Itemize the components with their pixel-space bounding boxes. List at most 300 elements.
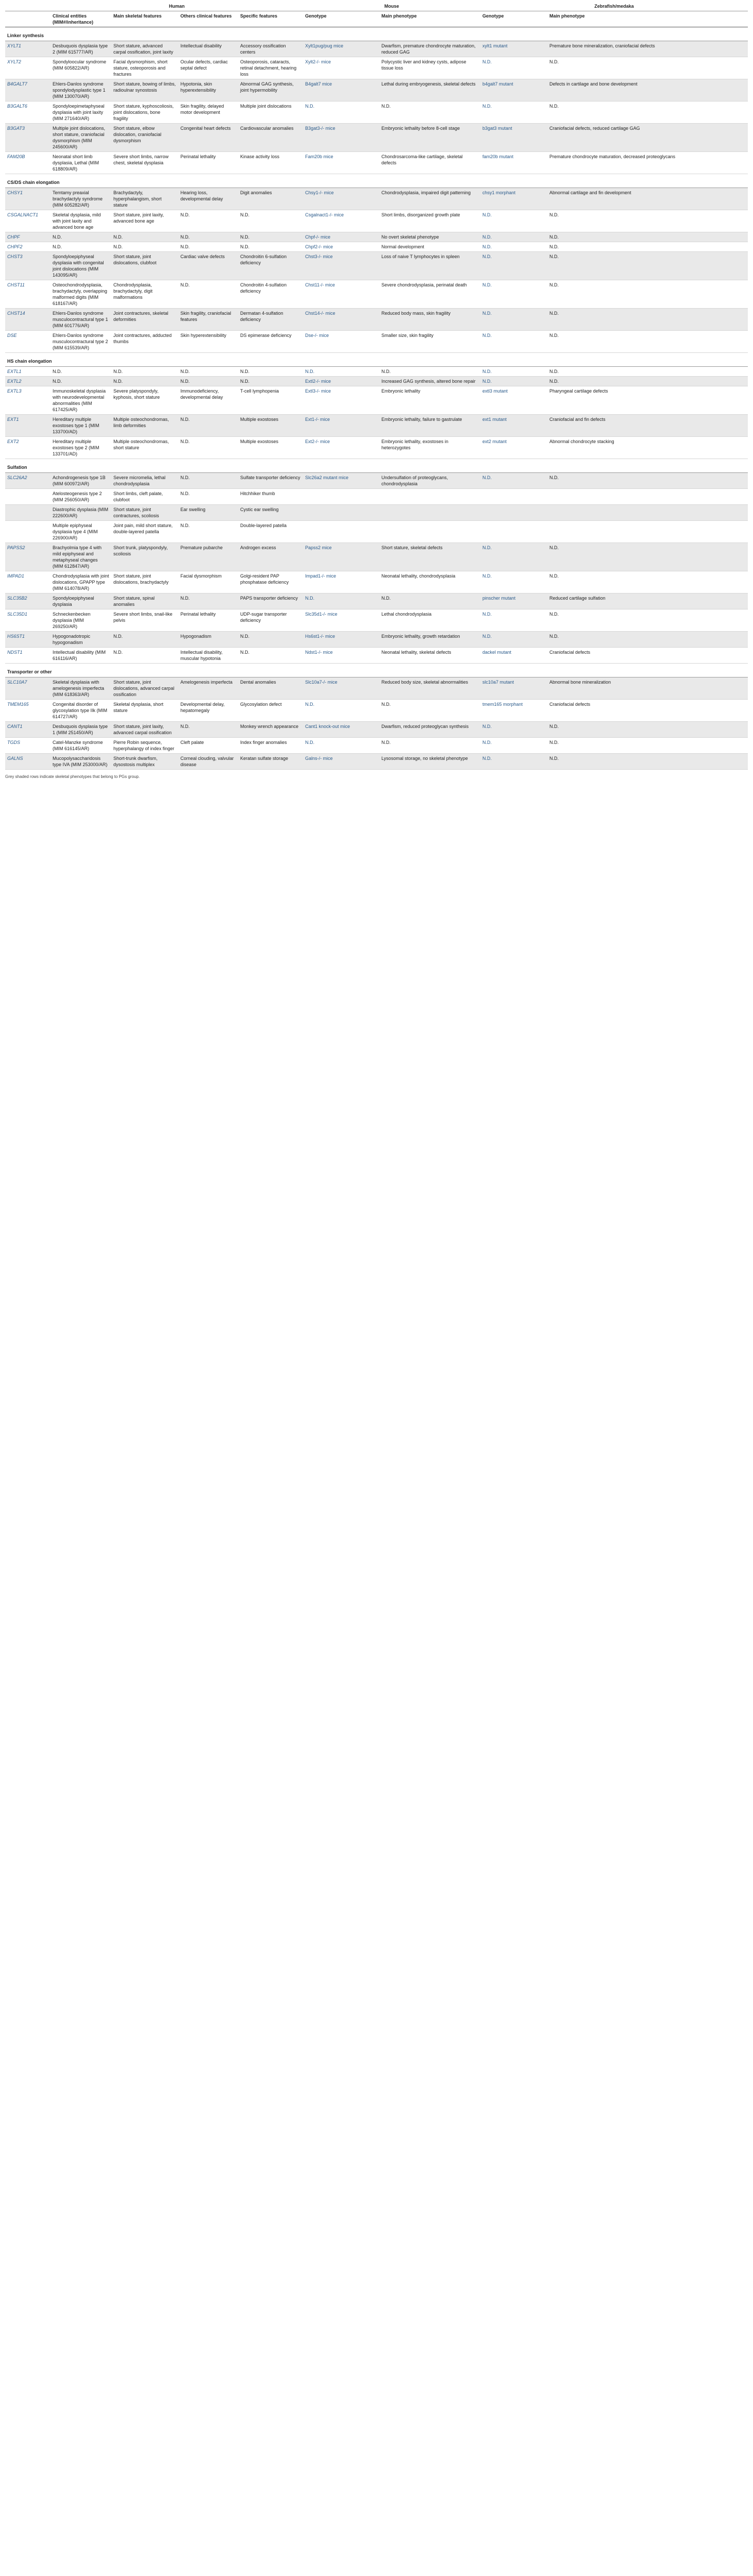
cell-gene: CHPF2 bbox=[5, 242, 51, 252]
cell-clinical-entity: Schneckenbecken dysplasia (MIM 269250/AR) bbox=[51, 609, 111, 632]
cell-zebrafish-phenotype: N.D. bbox=[547, 754, 748, 770]
cell-other-features: N.D. bbox=[178, 437, 238, 459]
cell-mouse-genotype: Impad1-/- mice bbox=[303, 571, 379, 594]
cell-zebrafish-genotype: chsy1 morphant bbox=[480, 188, 547, 210]
cell-clinical-entity: Temtamy preaxial brachydactyly syndrome (MIM 605282/AR) bbox=[51, 188, 111, 210]
cell-skeletal-features: Short-trunk dwarfism, dysostosis multiplex bbox=[111, 754, 178, 770]
header-specific: Specific features bbox=[238, 11, 303, 27]
cell-clinical-entity: Ehlers-Danlos syndrome musculocontractural type 2 (MIM 615539/AR) bbox=[51, 331, 111, 353]
cell-specific-features: Digit anomalies bbox=[238, 188, 303, 210]
cell-zebrafish-genotype: N.D. bbox=[480, 280, 547, 309]
section-row bbox=[5, 664, 748, 677]
cell-gene: EXTL2 bbox=[5, 377, 51, 386]
cell-other-features: N.D. bbox=[178, 521, 238, 543]
cell-other-features: Premature pubarche bbox=[178, 543, 238, 571]
cell-specific-features: N.D. bbox=[238, 210, 303, 232]
table-row bbox=[5, 152, 748, 174]
cell-mouse-genotype: Dse-/- mice bbox=[303, 331, 379, 353]
cell-clinical-entity: Immunoskeletal dysplasia with neurodevelopmental abnormalities (MIM 617425/AR) bbox=[51, 386, 111, 415]
header-gene bbox=[5, 11, 51, 27]
cell-skeletal-features: Severe short limbs, narrow chest, skeletal dysplasia bbox=[111, 152, 178, 174]
cell-other-features: Developmental delay, hepatomegaly bbox=[178, 700, 238, 722]
cell-skeletal-features: Multiple osteochondromas, short stature bbox=[111, 437, 178, 459]
cell-other-features: Skin fragility, delayed motor development bbox=[178, 101, 238, 124]
cell-gene: EXTL3 bbox=[5, 386, 51, 415]
cell-gene bbox=[5, 489, 51, 505]
cell-skeletal-features: Short stature, joint dislocations, brachydactyly bbox=[111, 571, 178, 594]
cell-zebrafish-genotype: N.D. bbox=[480, 722, 547, 738]
section-row bbox=[5, 174, 748, 188]
cell-skeletal-features: N.D. bbox=[111, 242, 178, 252]
cell-zebrafish-genotype: N.D. bbox=[480, 367, 547, 377]
cell-mouse-genotype: Galns-/- mice bbox=[303, 754, 379, 770]
cell-zebrafish-phenotype bbox=[547, 521, 748, 543]
cell-specific-features: Cardiovascular anomalies bbox=[238, 124, 303, 152]
cell-specific-features: Multiple joint dislocations bbox=[238, 101, 303, 124]
cell-mouse-genotype: Chst14-/- mice bbox=[303, 309, 379, 331]
cell-clinical-entity: Skeletal dysplasia with amelogenesis imperfecta (MIM 618363/AR) bbox=[51, 677, 111, 700]
cell-specific-features: Multiple exostoses bbox=[238, 437, 303, 459]
cell-skeletal-features: Short stature, joint laxity, advanced carpal ossification bbox=[111, 722, 178, 738]
header-phenotype-zebrafish: Main phenotype bbox=[547, 11, 748, 27]
cell-gene: XYLT2 bbox=[5, 57, 51, 79]
cell-other-features: N.D. bbox=[178, 722, 238, 738]
cell-other-features: Facial dysmorphism bbox=[178, 571, 238, 594]
table-row bbox=[5, 242, 748, 252]
cell-mouse-phenotype: Embryonic lethality before 8-cell stage bbox=[379, 124, 480, 152]
cell-specific-features: Keratan sulfate storage bbox=[238, 754, 303, 770]
cell-mouse-genotype: Chst11-/- mice bbox=[303, 280, 379, 309]
header-group-empty bbox=[5, 0, 51, 11]
cell-specific-features: T-cell lymphopenia bbox=[238, 386, 303, 415]
cell-gene: TMEM165 bbox=[5, 700, 51, 722]
header-group-zebrafish: Zebrafish/medaka bbox=[480, 0, 748, 11]
cell-zebrafish-genotype: N.D. bbox=[480, 632, 547, 648]
cell-skeletal-features: Facial dysmorphism, short stature, osteoporosis and fractures bbox=[111, 57, 178, 79]
genes-table bbox=[5, 0, 748, 770]
cell-zebrafish-phenotype: Craniofacial defects bbox=[547, 700, 748, 722]
table-row bbox=[5, 41, 748, 57]
cell-gene: CHPF bbox=[5, 232, 51, 242]
cell-gene: CANT1 bbox=[5, 722, 51, 738]
cell-gene: XYLT1 bbox=[5, 41, 51, 57]
table-row bbox=[5, 594, 748, 609]
cell-other-features: N.D. bbox=[178, 242, 238, 252]
cell-mouse-phenotype: N.D. bbox=[379, 367, 480, 377]
cell-mouse-genotype: Chpf2-/- mice bbox=[303, 242, 379, 252]
cell-mouse-phenotype: Undersulfation of proteoglycans, chondrodysplasia bbox=[379, 473, 480, 489]
cell-gene: IMPAD1 bbox=[5, 571, 51, 594]
table-footnote: Grey shaded rows indicate skeletal phenotypes that belong to PGs group. bbox=[5, 774, 140, 779]
cell-skeletal-features: Severe micromelia, lethal chondrodysplasia bbox=[111, 473, 178, 489]
cell-clinical-entity: Spondyloepiphyseal dysplasia bbox=[51, 594, 111, 609]
cell-mouse-phenotype: Lysosomal storage, no skeletal phenotype bbox=[379, 754, 480, 770]
cell-mouse-genotype: N.D. bbox=[303, 367, 379, 377]
cell-gene: SLC10A7 bbox=[5, 677, 51, 700]
cell-other-features: N.D. bbox=[178, 280, 238, 309]
table-row bbox=[5, 210, 748, 232]
table-row bbox=[5, 331, 748, 353]
cell-clinical-entity: Osteochondrodysplasia, brachydactyly, overlapping malformed digits (MIM 618167/AR) bbox=[51, 280, 111, 309]
cell-zebrafish-genotype: pinscher mutant bbox=[480, 594, 547, 609]
cell-clinical-entity: Diastrophic dysplasia (MIM 222600/AR) bbox=[51, 505, 111, 521]
cell-skeletal-features: N.D. bbox=[111, 632, 178, 648]
cell-specific-features: Multiple exostoses bbox=[238, 415, 303, 437]
cell-zebrafish-genotype: tmem165 morphant bbox=[480, 700, 547, 722]
cell-gene: B3GALT6 bbox=[5, 101, 51, 124]
cell-mouse-phenotype bbox=[379, 521, 480, 543]
cell-zebrafish-genotype: N.D. bbox=[480, 571, 547, 594]
cell-specific-features: Chondroitin 4-sulfation deficiency bbox=[238, 280, 303, 309]
cell-clinical-entity: Mucopolysaccharidosis type IVA (MIM 253000/AR) bbox=[51, 754, 111, 770]
cell-mouse-genotype: B4galt7 mice bbox=[303, 79, 379, 101]
cell-clinical-entity: Neonatal short limb dysplasia, Lethal (MIM 618809/AR) bbox=[51, 152, 111, 174]
cell-clinical-entity: Desbuquois dysplasia type 1 (MIM 251450/AR) bbox=[51, 722, 111, 738]
cell-clinical-entity: N.D. bbox=[51, 367, 111, 377]
cell-zebrafish-phenotype: N.D. bbox=[547, 543, 748, 571]
section-title: HS chain elongation bbox=[5, 353, 748, 367]
table-row bbox=[5, 386, 748, 415]
cell-clinical-entity: Spondyloocular syndrome (MIM 605822/AR) bbox=[51, 57, 111, 79]
cell-zebrafish-genotype: N.D. bbox=[480, 242, 547, 252]
cell-specific-features: DS epimerase deficiency bbox=[238, 331, 303, 353]
table-row bbox=[5, 367, 748, 377]
table-row bbox=[5, 188, 748, 210]
cell-specific-features: Accessory ossification centers bbox=[238, 41, 303, 57]
cell-clinical-entity: Spondyloepiphyseal dysplasia with congenital joint dislocations (MIM 143095/AR) bbox=[51, 252, 111, 280]
cell-skeletal-features: Chondrodysplasia, brachydactyly, digit malformations bbox=[111, 280, 178, 309]
cell-specific-features: Golgi-resident PAP phosphatase deficiency bbox=[238, 571, 303, 594]
cell-gene: SLC35D1 bbox=[5, 609, 51, 632]
cell-mouse-phenotype: N.D. bbox=[379, 700, 480, 722]
cell-gene: EXTL1 bbox=[5, 367, 51, 377]
cell-zebrafish-genotype: slc10a7 mutant bbox=[480, 677, 547, 700]
cell-zebrafish-phenotype: N.D. bbox=[547, 738, 748, 754]
cell-skeletal-features: Brachydactyly, hyperphalangism, short stature bbox=[111, 188, 178, 210]
cell-skeletal-features: Short stature, bowing of limbs, radioulnar synostosis bbox=[111, 79, 178, 101]
cell-zebrafish-phenotype: N.D. bbox=[547, 210, 748, 232]
cell-clinical-entity: Achondrogenesis type 1B (MIM 600972/AR) bbox=[51, 473, 111, 489]
cell-gene: HS6ST1 bbox=[5, 632, 51, 648]
cell-specific-features: Cystic ear swelling bbox=[238, 505, 303, 521]
cell-clinical-entity: Atelosteogenesis type 2 (MIM 256050/AR) bbox=[51, 489, 111, 505]
cell-clinical-entity: N.D. bbox=[51, 242, 111, 252]
table-row bbox=[5, 252, 748, 280]
table-row bbox=[5, 738, 748, 754]
cell-specific-features: Glycosylation defect bbox=[238, 700, 303, 722]
table-row bbox=[5, 722, 748, 738]
cell-zebrafish-phenotype: Defects in cartilage and bone development bbox=[547, 79, 748, 101]
cell-zebrafish-phenotype: N.D. bbox=[547, 377, 748, 386]
cell-gene: B3GAT3 bbox=[5, 124, 51, 152]
cell-specific-features: N.D. bbox=[238, 377, 303, 386]
table-row bbox=[5, 571, 748, 594]
cell-other-features: Ear swelling bbox=[178, 505, 238, 521]
cell-gene: EXT2 bbox=[5, 437, 51, 459]
cell-mouse-genotype: Slc26a2 mutant mice bbox=[303, 473, 379, 489]
cell-zebrafish-genotype: N.D. bbox=[480, 232, 547, 242]
cell-clinical-entity: Hereditary multiple exostoses type 1 (MIM 133700/AD) bbox=[51, 415, 111, 437]
cell-zebrafish-genotype: N.D. bbox=[480, 309, 547, 331]
cell-mouse-genotype bbox=[303, 505, 379, 521]
table-row bbox=[5, 309, 748, 331]
cell-mouse-phenotype: Reduced body size, skeletal abnormalities bbox=[379, 677, 480, 700]
cell-skeletal-features: Short stature, elbow dislocation, craniofacial dysmorphism bbox=[111, 124, 178, 152]
cell-zebrafish-phenotype: Craniofacial defects, reduced cartilage GAG bbox=[547, 124, 748, 152]
cell-skeletal-features: N.D. bbox=[111, 232, 178, 242]
cell-skeletal-features: N.D. bbox=[111, 377, 178, 386]
cell-zebrafish-phenotype: Abnormal cartilage and fin development bbox=[547, 188, 748, 210]
cell-zebrafish-genotype: ext2 mutant bbox=[480, 437, 547, 459]
section-row bbox=[5, 27, 748, 41]
cell-mouse-phenotype: Smaller size, skin fragility bbox=[379, 331, 480, 353]
cell-mouse-genotype: N.D. bbox=[303, 101, 379, 124]
cell-mouse-phenotype: Normal development bbox=[379, 242, 480, 252]
cell-clinical-entity: Ehlers-Danlos syndrome spondylodysplastic type 1 (MIM 130070/AR) bbox=[51, 79, 111, 101]
cell-zebrafish-genotype: b3gat3 mutant bbox=[480, 124, 547, 152]
cell-specific-features: Monkey wrench appearance bbox=[238, 722, 303, 738]
cell-clinical-entity: Hereditary multiple exostoses type 2 (MIM 133701/AD) bbox=[51, 437, 111, 459]
cell-mouse-genotype: Chst3-/- mice bbox=[303, 252, 379, 280]
cell-skeletal-features: Short stature, advanced carpal ossification, joint laxity bbox=[111, 41, 178, 57]
cell-mouse-genotype: Chpf-/- mice bbox=[303, 232, 379, 242]
cell-mouse-genotype: Ndst1-/- mice bbox=[303, 648, 379, 664]
cell-clinical-entity: Spondyloepimetaphyseal dysplasia with joint laxity (MIM 271640/AR) bbox=[51, 101, 111, 124]
section-title: CS/DS chain elongation bbox=[5, 174, 748, 188]
cell-mouse-phenotype: N.D. bbox=[379, 594, 480, 609]
cell-gene: SLC26A2 bbox=[5, 473, 51, 489]
cell-mouse-phenotype: Short limbs, disorganized growth plate bbox=[379, 210, 480, 232]
table-row bbox=[5, 754, 748, 770]
section-title: Transporter or other bbox=[5, 664, 748, 677]
cell-specific-features: Double-layered patella bbox=[238, 521, 303, 543]
cell-zebrafish-phenotype: N.D. bbox=[547, 57, 748, 79]
cell-specific-features: Abnormal GAG synthesis, joint hypermobility bbox=[238, 79, 303, 101]
cell-gene: CHST11 bbox=[5, 280, 51, 309]
header-group-human: Human bbox=[51, 0, 303, 11]
cell-skeletal-features: Short stature, kyphoscoliosis, joint dislocations, bone fragility bbox=[111, 101, 178, 124]
cell-zebrafish-genotype: N.D. bbox=[480, 473, 547, 489]
cell-gene: TGDS bbox=[5, 738, 51, 754]
cell-specific-features: N.D. bbox=[238, 242, 303, 252]
table-row bbox=[5, 609, 748, 632]
cell-other-features: Cleft palate bbox=[178, 738, 238, 754]
cell-zebrafish-genotype: N.D. bbox=[480, 57, 547, 79]
header-group-row bbox=[5, 0, 748, 11]
cell-mouse-phenotype: Embryonic lethality, failure to gastrulate bbox=[379, 415, 480, 437]
cell-mouse-genotype: Fam20b mice bbox=[303, 152, 379, 174]
cell-mouse-genotype: Cant1 knock-out mice bbox=[303, 722, 379, 738]
cell-other-features: Ocular defects, cardiac septal defect bbox=[178, 57, 238, 79]
cell-mouse-genotype: Papss2 mice bbox=[303, 543, 379, 571]
table-row bbox=[5, 57, 748, 79]
cell-other-features: Skin hyperextensibility bbox=[178, 331, 238, 353]
cell-mouse-genotype bbox=[303, 489, 379, 505]
cell-zebrafish-genotype bbox=[480, 489, 547, 505]
cell-other-features: N.D. bbox=[178, 594, 238, 609]
cell-zebrafish-genotype: N.D. bbox=[480, 754, 547, 770]
cell-clinical-entity: Multiple epiphyseal dysplasia type 4 (MIM 226900/AR) bbox=[51, 521, 111, 543]
cell-zebrafish-genotype bbox=[480, 505, 547, 521]
cell-mouse-genotype: Xylt2-/- mice bbox=[303, 57, 379, 79]
section-row bbox=[5, 459, 748, 473]
table-body bbox=[5, 27, 748, 770]
cell-mouse-phenotype: N.D. bbox=[379, 101, 480, 124]
cell-specific-features: N.D. bbox=[238, 232, 303, 242]
cell-mouse-phenotype: Lethal during embryogenesis, skeletal defects bbox=[379, 79, 480, 101]
table-row bbox=[5, 700, 748, 722]
cell-specific-features: Kinase activity loss bbox=[238, 152, 303, 174]
cell-mouse-genotype: N.D. bbox=[303, 594, 379, 609]
cell-clinical-entity: Intellectual disability (MIM 616116/AR) bbox=[51, 648, 111, 664]
cell-zebrafish-phenotype: Premature bone mineralization, craniofacial defects bbox=[547, 41, 748, 57]
cell-zebrafish-phenotype: N.D. bbox=[547, 632, 748, 648]
cell-zebrafish-genotype: N.D. bbox=[480, 738, 547, 754]
table-row bbox=[5, 648, 748, 664]
table-row bbox=[5, 505, 748, 521]
cell-specific-features: UDP-sugar transporter deficiency bbox=[238, 609, 303, 632]
cell-zebrafish-phenotype: Craniofacial defects bbox=[547, 648, 748, 664]
table-row bbox=[5, 124, 748, 152]
header-phenotype-mouse: Main phenotype bbox=[379, 11, 480, 27]
cell-zebrafish-genotype: b4galt7 mutant bbox=[480, 79, 547, 101]
cell-zebrafish-genotype: xylt1 mutant bbox=[480, 41, 547, 57]
table-header bbox=[5, 0, 748, 27]
cell-clinical-entity: Congenital disorder of glycosylation type IIk (MIM 614727/AR) bbox=[51, 700, 111, 722]
cell-mouse-genotype: Ext1-/- mice bbox=[303, 415, 379, 437]
cell-mouse-phenotype: Polycystic liver and kidney cysts, adipose tissue loss bbox=[379, 57, 480, 79]
cell-gene: FAM20B bbox=[5, 152, 51, 174]
cell-other-features: Corneal clouding, valvular disease bbox=[178, 754, 238, 770]
header-genotype-mouse: Genotype bbox=[303, 11, 379, 27]
cell-mouse-phenotype: N.D. bbox=[379, 738, 480, 754]
page bbox=[5, 0, 748, 2576]
cell-mouse-phenotype: Increased GAG synthesis, altered bone repair bbox=[379, 377, 480, 386]
cell-other-features: N.D. bbox=[178, 377, 238, 386]
header-genotype-zebrafish: Genotype bbox=[480, 11, 547, 27]
cell-mouse-phenotype: Chondrosarcoma-like cartilage, skeletal defects bbox=[379, 152, 480, 174]
cell-zebrafish-phenotype: N.D. bbox=[547, 252, 748, 280]
table-row bbox=[5, 543, 748, 571]
cell-specific-features: PAPS transporter deficiency bbox=[238, 594, 303, 609]
cell-mouse-phenotype: No overt skeletal phenotype bbox=[379, 232, 480, 242]
cell-mouse-genotype: Slc35d1-/- mice bbox=[303, 609, 379, 632]
cell-skeletal-features: Short stature, joint dislocations, clubfoot bbox=[111, 252, 178, 280]
table-row bbox=[5, 521, 748, 543]
cell-skeletal-features: Short limbs, cleft palate, clubfoot bbox=[111, 489, 178, 505]
cell-zebrafish-phenotype: N.D. bbox=[547, 367, 748, 377]
cell-other-features: Perinatal lethality bbox=[178, 152, 238, 174]
table-row bbox=[5, 101, 748, 124]
cell-other-features: N.D. bbox=[178, 489, 238, 505]
cell-skeletal-features: Short stature, spinal anomalies bbox=[111, 594, 178, 609]
cell-skeletal-features: Pierre Robin sequence, hyperphalangy of index finger bbox=[111, 738, 178, 754]
cell-zebrafish-genotype: extl3 mutant bbox=[480, 386, 547, 415]
cell-skeletal-features: N.D. bbox=[111, 367, 178, 377]
cell-skeletal-features: Severe platyspondyly, kyphosis, short stature bbox=[111, 386, 178, 415]
cell-mouse-genotype: Extl2-/- mice bbox=[303, 377, 379, 386]
cell-mouse-genotype: N.D. bbox=[303, 738, 379, 754]
cell-zebrafish-phenotype: N.D. bbox=[547, 722, 748, 738]
cell-zebrafish-phenotype: N.D. bbox=[547, 101, 748, 124]
cell-zebrafish-phenotype: Abnormal bone mineralization bbox=[547, 677, 748, 700]
cell-mouse-phenotype: Chondrodysplasia, impaired digit patterning bbox=[379, 188, 480, 210]
cell-clinical-entity: N.D. bbox=[51, 232, 111, 242]
cell-other-features: N.D. bbox=[178, 210, 238, 232]
table-row bbox=[5, 473, 748, 489]
cell-mouse-genotype: B3gat3-/- mice bbox=[303, 124, 379, 152]
cell-mouse-phenotype: Lethal chondrodysplasia bbox=[379, 609, 480, 632]
cell-skeletal-features: Skeletal dysplasia, short stature bbox=[111, 700, 178, 722]
cell-other-features: Cardiac valve defects bbox=[178, 252, 238, 280]
cell-zebrafish-genotype: N.D. bbox=[480, 101, 547, 124]
cell-mouse-genotype: Ext2-/- mice bbox=[303, 437, 379, 459]
cell-zebrafish-phenotype: N.D. bbox=[547, 473, 748, 489]
cell-skeletal-features: Multiple osteochondromas, limb deformities bbox=[111, 415, 178, 437]
cell-zebrafish-phenotype: N.D. bbox=[547, 280, 748, 309]
cell-skeletal-features: Short trunk, platyspondyly, scoliosis bbox=[111, 543, 178, 571]
cell-other-features: Amelogenesis imperfecta bbox=[178, 677, 238, 700]
cell-mouse-phenotype: Embryonic lethality bbox=[379, 386, 480, 415]
cell-zebrafish-genotype: N.D. bbox=[480, 543, 547, 571]
cell-skeletal-features: Short stature, joint contractures, scoliosis bbox=[111, 505, 178, 521]
cell-other-features: Congenital heart defects bbox=[178, 124, 238, 152]
cell-other-features: N.D. bbox=[178, 232, 238, 242]
cell-mouse-genotype: Xylt1pug/pug mice bbox=[303, 41, 379, 57]
table-row bbox=[5, 632, 748, 648]
cell-specific-features: Chondroitin 6-sulfation deficiency bbox=[238, 252, 303, 280]
cell-other-features: N.D. bbox=[178, 367, 238, 377]
cell-clinical-entity: Chondrodysplasia with joint dislocations, GPAPP type (MIM 614078/AR) bbox=[51, 571, 111, 594]
cell-zebrafish-phenotype: Reduced cartilage sulfation bbox=[547, 594, 748, 609]
cell-zebrafish-genotype: N.D. bbox=[480, 252, 547, 280]
cell-specific-features: Dental anomalies bbox=[238, 677, 303, 700]
table-row bbox=[5, 489, 748, 505]
cell-mouse-phenotype: Embryonic lethality, growth retardation bbox=[379, 632, 480, 648]
table-row bbox=[5, 79, 748, 101]
table-row bbox=[5, 377, 748, 386]
cell-gene bbox=[5, 505, 51, 521]
section-title: Sulfation bbox=[5, 459, 748, 473]
cell-gene: GALNS bbox=[5, 754, 51, 770]
cell-other-features: Immunodeficiency, developmental delay bbox=[178, 386, 238, 415]
cell-skeletal-features: Joint contractures, adducted thumbs bbox=[111, 331, 178, 353]
cell-mouse-phenotype: Dwarfism, premature chondrocyte maturation, reduced GAG bbox=[379, 41, 480, 57]
cell-skeletal-features: Short stature, joint laxity, advanced bone age bbox=[111, 210, 178, 232]
cell-skeletal-features: Joint pain, mild short stature, double-layered patella bbox=[111, 521, 178, 543]
header-column-row bbox=[5, 11, 748, 27]
cell-zebrafish-genotype: N.D. bbox=[480, 377, 547, 386]
cell-clinical-entity: Hypogonadotropic hypogonadism bbox=[51, 632, 111, 648]
cell-zebrafish-phenotype: N.D. bbox=[547, 242, 748, 252]
cell-other-features: Hypogonadism bbox=[178, 632, 238, 648]
cell-zebrafish-genotype: N.D. bbox=[480, 331, 547, 353]
cell-zebrafish-phenotype: N.D. bbox=[547, 571, 748, 594]
cell-zebrafish-genotype bbox=[480, 521, 547, 543]
header-other: Others clinical features bbox=[178, 11, 238, 27]
cell-gene: PAPSS2 bbox=[5, 543, 51, 571]
cell-gene: B4GALT7 bbox=[5, 79, 51, 101]
cell-skeletal-features: Short stature, joint dislocations, advanced carpal ossification bbox=[111, 677, 178, 700]
cell-mouse-phenotype: Reduced body mass, skin fragility bbox=[379, 309, 480, 331]
cell-specific-features: Osteoporosis, cataracts, retinal detachment, hearing loss bbox=[238, 57, 303, 79]
cell-mouse-genotype: Chsy1-/- mice bbox=[303, 188, 379, 210]
header-clinical: Clinical entities (MIM#/inheritance) bbox=[51, 11, 111, 27]
table-row bbox=[5, 437, 748, 459]
cell-specific-features: Index finger anomalies bbox=[238, 738, 303, 754]
table-row bbox=[5, 280, 748, 309]
cell-zebrafish-phenotype bbox=[547, 505, 748, 521]
